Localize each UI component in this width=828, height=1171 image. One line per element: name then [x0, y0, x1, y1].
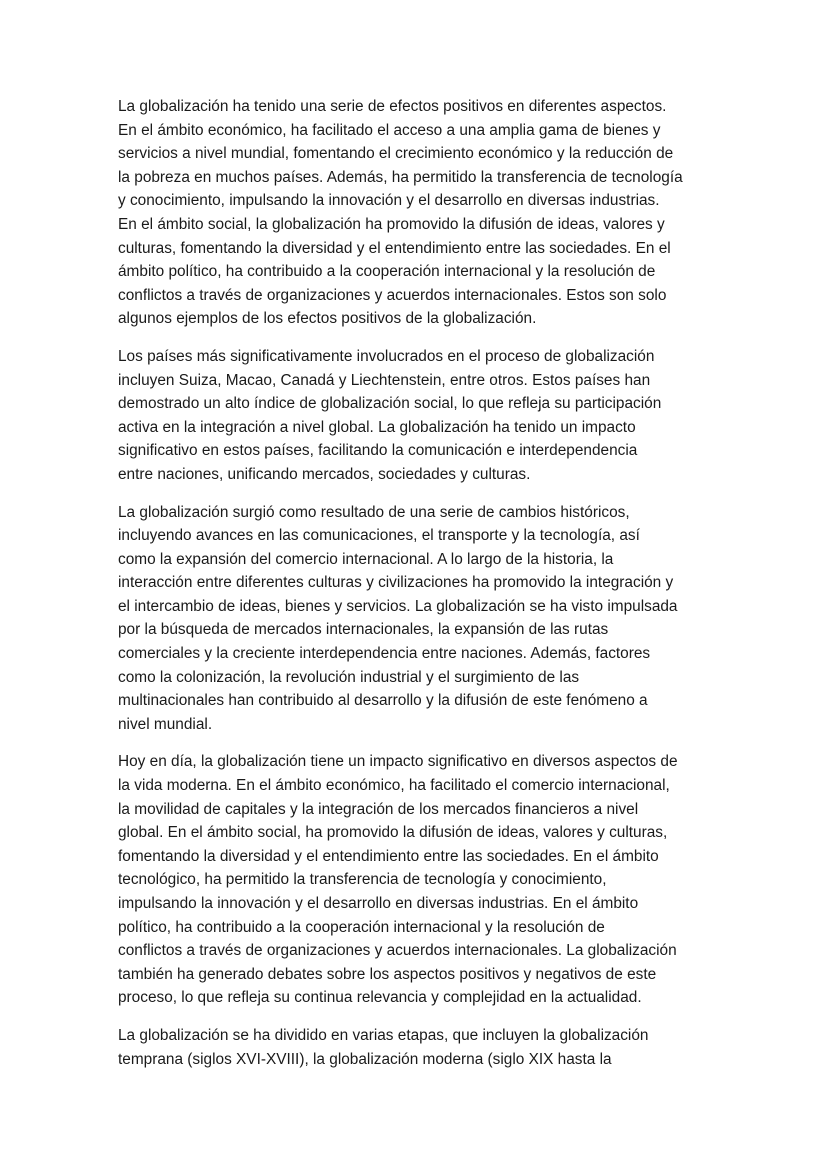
text-line: fomentando la diversidad y el entendimiento entre las sociedades. En el ámbito	[118, 847, 659, 865]
text-line: la vida moderna. En el ámbito económico, ha facilitado el comercio internacional,	[118, 777, 670, 795]
text-line: algunos ejemplos de los efectos positivos de la globalización.	[118, 310, 537, 328]
paragraph-today	[118, 750, 710, 1010]
text-line: también ha generado debates sobre los aspectos positivos y negativos de este	[118, 965, 657, 983]
text-line: Los países más significativamente involucrados en el proceso de globalización	[118, 347, 655, 365]
text-line: La globalización se ha dividido en varias etapas, que incluyen la globalización	[118, 1026, 649, 1044]
text-line: político, ha contribuido a la cooperación internacional y la resolución de	[118, 918, 605, 936]
paragraph-countries	[118, 345, 710, 487]
text-line: incluyen Suiza, Macao, Canadá y Liechtenstein, entre otros. Estos países han	[118, 371, 651, 389]
text-line: proceso, lo que refleja su continua relevancia y complejidad en la actualidad.	[118, 989, 642, 1007]
text-line: temprana (siglos XVI-XVIII), la globalización moderna (siglo XIX hasta la	[118, 1050, 612, 1068]
text-line: el intercambio de ideas, bienes y servicios. La globalización se ha visto impulsada	[118, 597, 678, 615]
text-line: En el ámbito económico, ha facilitado el acceso a una amplia gama de bienes y	[118, 121, 661, 139]
text-line: tecnológico, ha permitido la transferencia de tecnología y conocimiento,	[118, 871, 607, 889]
text-line: como la expansión del comercio internacional. A lo largo de la historia, la	[118, 550, 614, 568]
text-line: comerciales y la creciente interdependencia entre naciones. Además, factores	[118, 645, 651, 663]
text-line: entre naciones, unificando mercados, sociedades y culturas.	[118, 465, 531, 483]
text-line: global. En el ámbito social, ha promovido la difusión de ideas, valores y culturas,	[118, 824, 668, 842]
text-line: la pobreza en muchos países. Además, ha permitido la transferencia de tecnología	[118, 168, 683, 186]
text-line: como la colonización, la revolución industrial y el surgimiento de las	[118, 668, 580, 686]
text-line: y conocimiento, impulsando la innovación y el desarrollo en diversas industrias.	[118, 192, 660, 210]
text-line: Hoy en día, la globalización tiene un impacto significativo en diversos aspectos de	[118, 753, 678, 771]
text-line: La globalización surgió como resultado de una serie de cambios históricos,	[118, 503, 630, 521]
text-line: multinacionales han contribuido al desarrollo y la difusión de este fenómeno a	[118, 692, 648, 710]
text-line: interacción entre diferentes culturas y civilizaciones ha promovido la integración y	[118, 574, 674, 592]
paragraph-effects	[118, 95, 710, 331]
text-line: impulsando la innovación y el desarrollo en diversas industrias. En el ámbito	[118, 895, 639, 912]
text-line: En el ámbito social, la globalización ha promovido la difusión de ideas, valores y	[118, 215, 665, 233]
text-line: La globalización ha tenido una serie de efectos positivos en diferentes aspectos.	[118, 98, 667, 115]
text-line: significativo en estos países, facilitando la comunicación e interdependencia	[118, 442, 638, 460]
text-line: conflictos a través de organizaciones y acuerdos internacionales. La globalización	[118, 942, 677, 960]
text-line: por la búsqueda de mercados internacionales, la expansión de las rutas	[118, 621, 609, 639]
text-line: culturas, fomentando la diversidad y el entendimiento entre las sociedades. En el	[118, 239, 671, 257]
paragraph-origins	[118, 501, 710, 737]
text-line: nivel mundial.	[118, 715, 213, 733]
text-line: incluyendo avances en las comunicaciones, el transporte y la tecnología, así	[118, 527, 640, 545]
document-body	[118, 95, 710, 1085]
text-line: activa en la integración a nivel global. La globalización ha tenido un impacto	[118, 418, 636, 436]
text-line: conflictos a través de organizaciones y acuerdos internacionales. Estos son solo	[118, 286, 667, 304]
text-line: la movilidad de capitales y la integración de los mercados financieros a nivel	[118, 800, 639, 818]
text-line: servicios a nivel mundial, fomentando el crecimiento económico y la reducción de	[118, 145, 674, 163]
text-line: ámbito político, ha contribuido a la cooperación internacional y la resolución de	[118, 263, 656, 281]
text-line: demostrado un alto índice de globalización social, lo que refleja su participación	[118, 395, 662, 413]
paragraph-stages	[118, 1024, 710, 1071]
